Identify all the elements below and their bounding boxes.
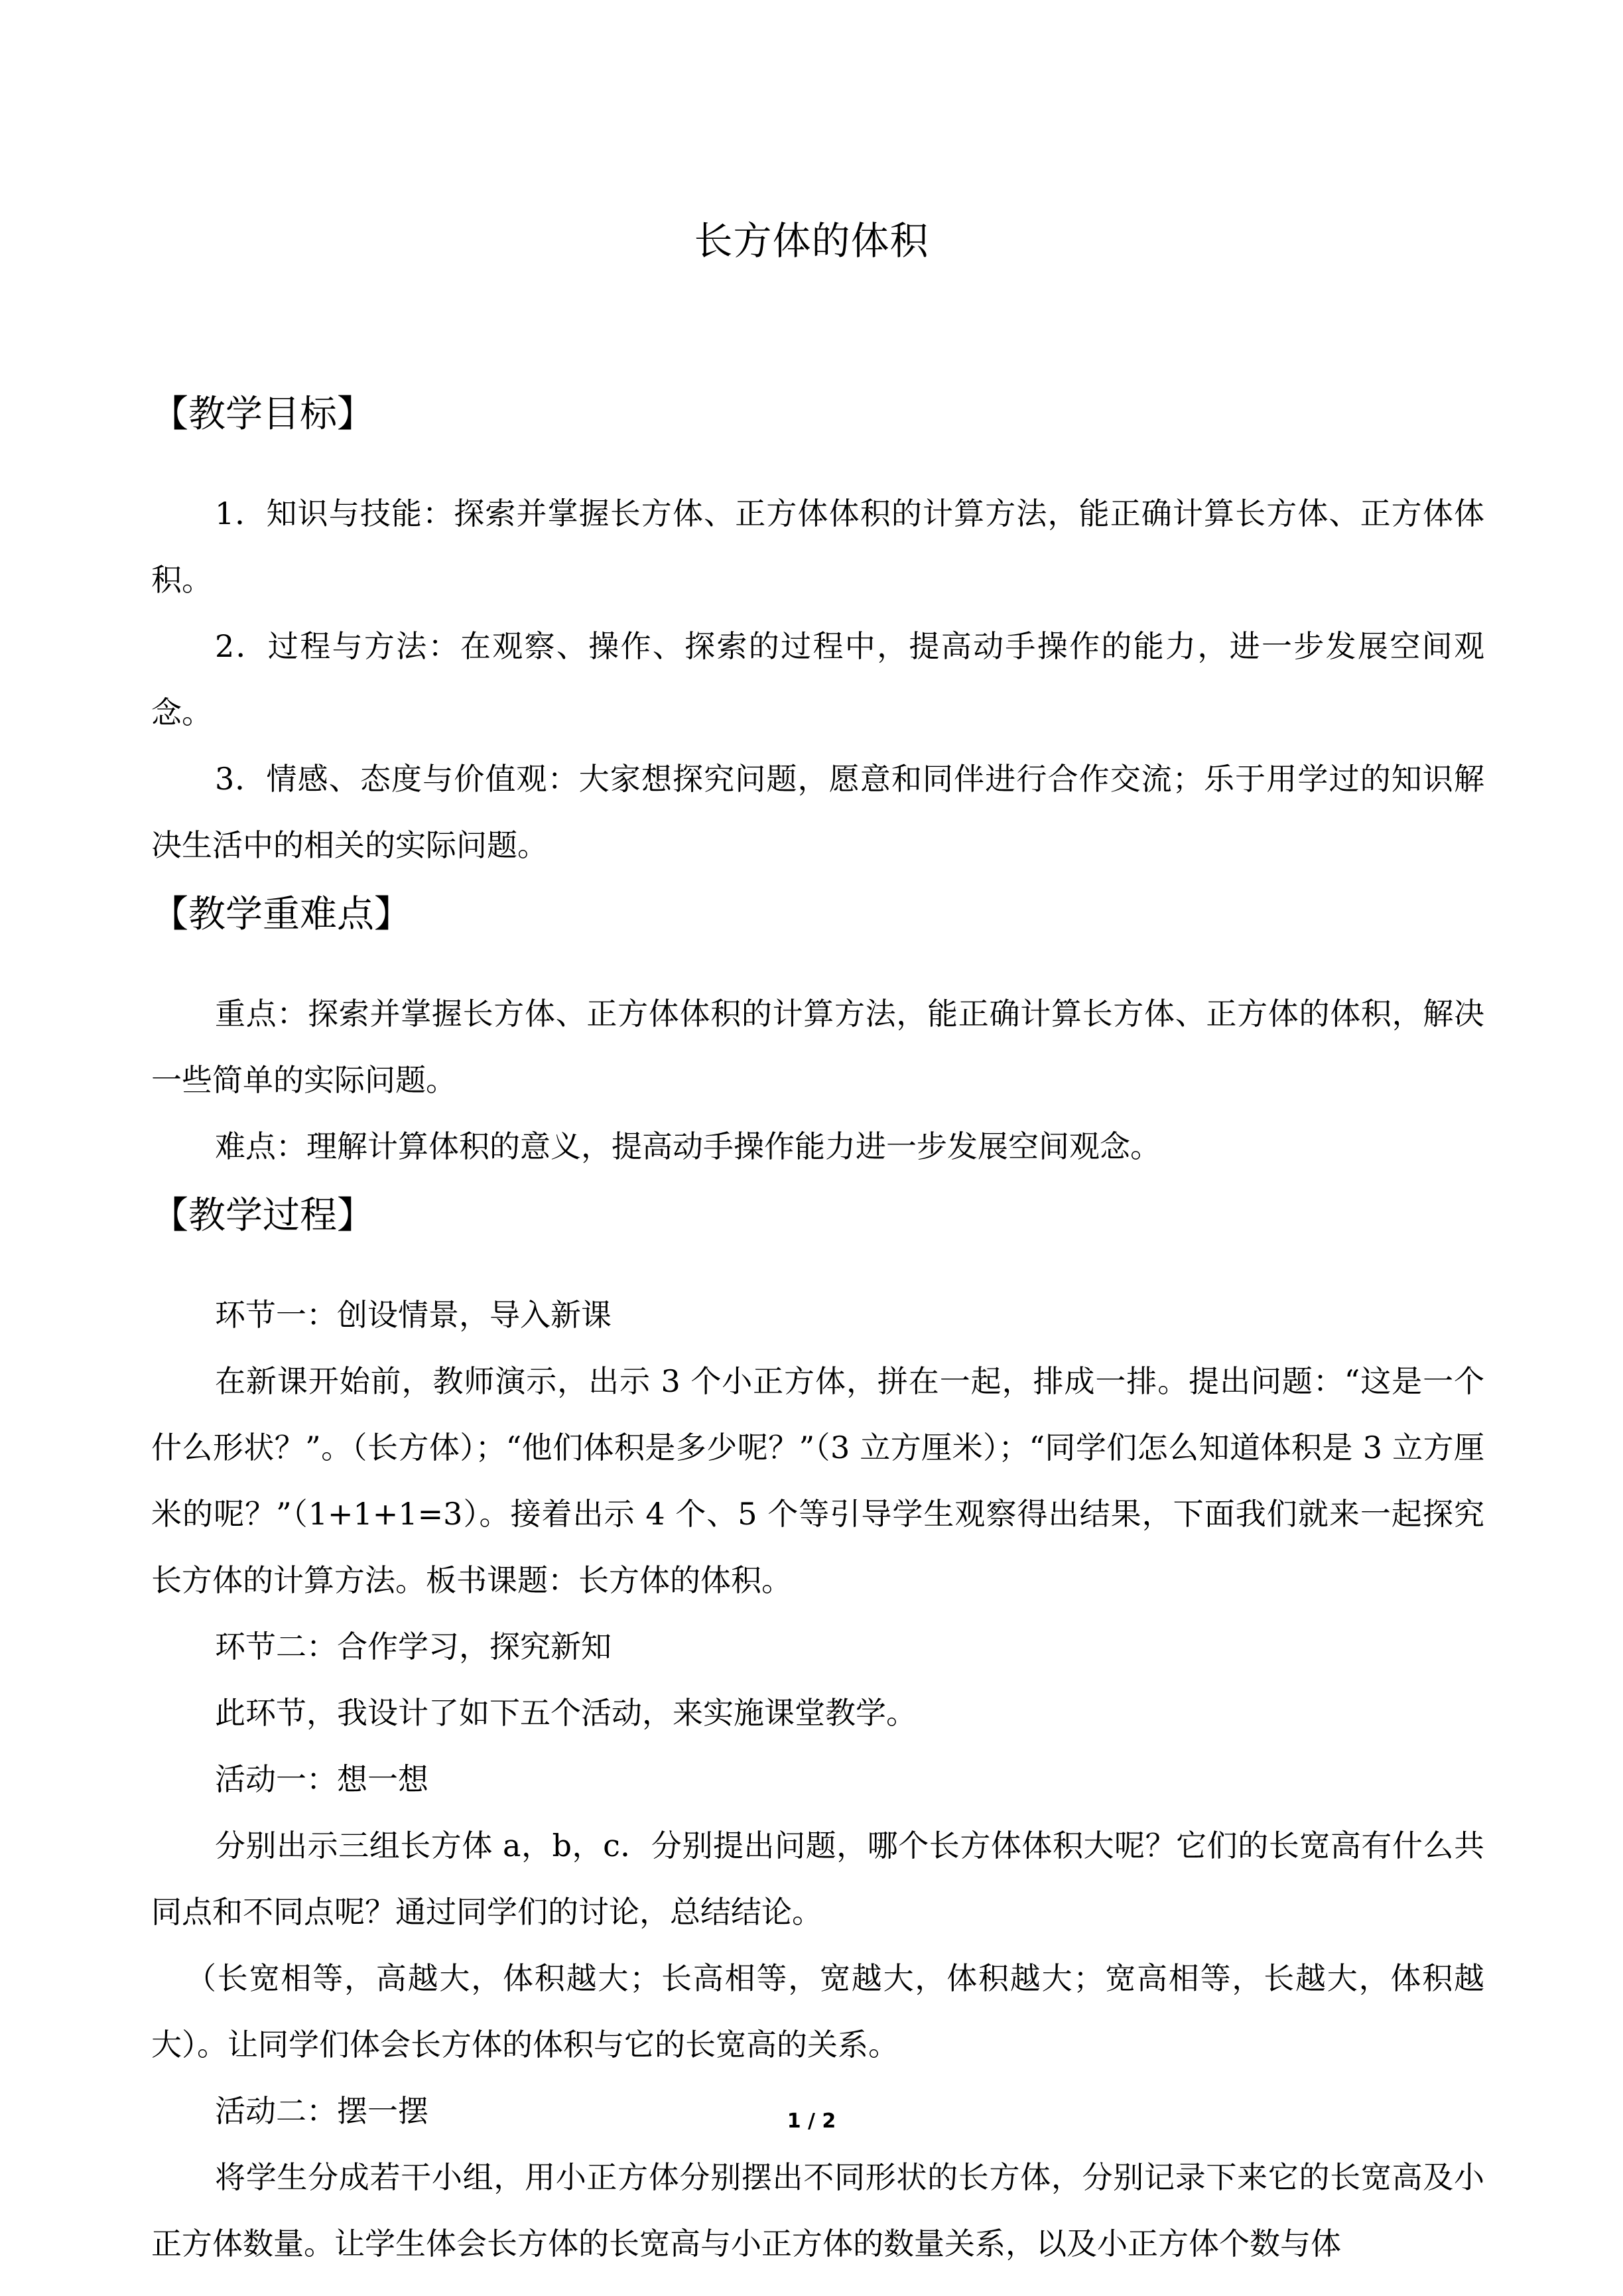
paragraph: 活动二：摆一摆 bbox=[215, 2093, 428, 2129]
paragraph: 难点：理解计算体积的意义，提高动手操作能力进一步发展空间观念。 bbox=[215, 1128, 1161, 1164]
paragraph: 2．过程与方法：在观察、操作、探索的过程中，提高动手操作的能力，进一步发展空间观念。 bbox=[151, 628, 1484, 730]
paragraph: 活动一：想一想 bbox=[215, 1761, 428, 1797]
paragraph: 环节二：合作学习，探究新知 bbox=[215, 1629, 612, 1664]
paragraph: （长宽相等，高越大，体积越大；长高相等，宽越大，体积越大；宽高相等，长越大，体积越大）。让同学们体会长方体的体积与它的长宽高的关系。 bbox=[151, 1960, 1484, 2062]
section-heading-objectives: 【教学目标】 bbox=[151, 393, 374, 436]
paragraph: 1．知识与技能：探索并掌握长方体、正方体体积的计算方法，能正确计算长方体、正方体体积。 bbox=[151, 496, 1484, 598]
paragraph: 重点：探索并掌握长方体、正方体体积的计算方法，能正确计算长方体、正方体的体积，解决一些简单的实际问题。 bbox=[151, 996, 1484, 1098]
page-number: 1 / 2 bbox=[787, 2110, 836, 2133]
paragraph: 环节一：创设情景，导入新课 bbox=[215, 1297, 612, 1333]
document-body bbox=[151, 378, 1484, 2277]
paragraph: 分别出示三组长方体 a，b，c．分别提出问题，哪个长方体体积大呢？它们的长宽高有什么共同点和不同点呢？通过同学们的讨论，总结结论。 bbox=[151, 1828, 1484, 1930]
paragraph: 将学生分成若干小组，用小正方体分别摆出不同形状的长方体，分别记录下来它的长宽高及小正方体数量。让学生体会长方体的长宽高与小正方体的数量关系，以及小正方体个数与体 bbox=[151, 2159, 1484, 2262]
section-heading-key-points: 【教学重难点】 bbox=[151, 893, 411, 936]
paragraph: 此环节，我设计了如下五个活动，来实施课堂教学。 bbox=[215, 1695, 917, 1731]
document-title: 长方体的体积 bbox=[694, 218, 929, 263]
paragraph: 在新课开始前，教师演示，出示 3 个小正方体，拼在一起，排成一排。提出问题：“这是一个什么形状？”。（长方体）；“他们体积是多少呢？”（3 立方厘米）；“同学们怎么知道体积是 3 立方厘米的呢？”（1+1+1=3）。接着出示 4 个、5 个等引导学生观察得出结果，下面我们就来一起探究长方体的计算方法。板书课题：长方体的体积。 bbox=[151, 1363, 1484, 1598]
paragraph: 3．情感、态度与价值观：大家想探究问题，愿意和同伴进行合作交流；乐于用学过的知识解决生活中的相关的实际问题。 bbox=[151, 761, 1484, 863]
section-heading-process: 【教学过程】 bbox=[151, 1194, 374, 1237]
